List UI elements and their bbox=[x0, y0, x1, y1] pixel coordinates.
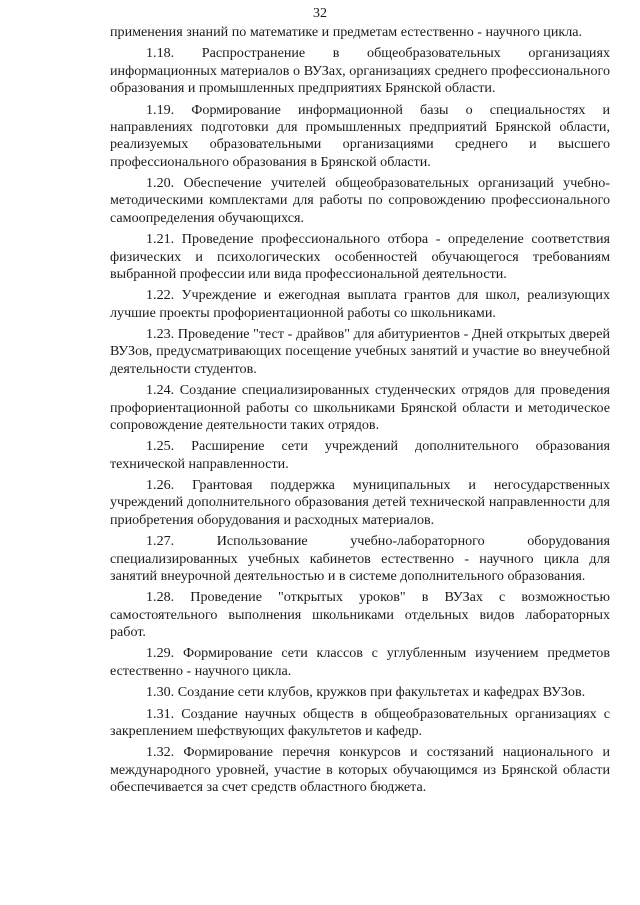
paragraph-continuation: применения знаний по математике и предметам естественно - научного цикла. bbox=[110, 24, 583, 40]
paragraph-1-20: 1.20. Обеспечение учителей общеобразовательных организаций учебно-методическими комплектами для работы по сопровождению профессионального самоопределения обучающихся. bbox=[110, 175, 610, 226]
paragraph-1-32: 1.32. Формирование перечня конкурсов и состязаний национального и международного уровней, участие в которых обучающимся из Брянской области обеспечивается за счет средств областного бюджета. bbox=[110, 744, 610, 796]
paragraph-1-25: 1.25. Расширение сети учреждений дополнительного образования технической направленности. bbox=[110, 438, 610, 472]
paragraph-1-31: 1.31. Создание научных обществ в общеобразовательных организациях с закреплением шефствующих факультетов и кафедр. bbox=[110, 705, 610, 740]
paragraph-1-21: 1.21. Проведение профессионального отбора - определение соответствия физических и психологических особенностей обучающегося требованиям выбранной профессии или вида профессиональной деятельности. bbox=[110, 231, 610, 282]
paragraph-1-24: 1.24. Создание специализированных студенческих отрядов для проведения профориентационной работы со школьниками Брянской области и методическое сопровождение деятельности таких отрядов. bbox=[110, 382, 610, 433]
paragraph-1-18: 1.18. Распространение в общеобразовательных организациях информационных материалов о ВУЗах, организациях среднего профессионального образования и промышленных предприятиях Брянской области. bbox=[110, 45, 610, 97]
paragraph-1-26: 1.26. Грантовая поддержка муниципальных и негосударственных учреждений дополнительного образования детей технической направленности для приобретения оборудования и расходных материалов. bbox=[110, 477, 610, 528]
paragraph-1-19: 1.19. Формирование информационной базы о специальностях и направлениях подготовки для промышленных предприятий Брянской области, реализуемых образовательными организациями среднего и высшего профессионального образования в Брянской области. bbox=[110, 101, 610, 170]
paragraph-1-23: 1.23. Проведение "тест - драйвов" для абитуриентов - Дней открытых дверей ВУЗов, предусматривающих посещение учебных занятий и участие во внеучебной деятельности студентов. bbox=[110, 326, 610, 377]
page-number: 32 bbox=[313, 6, 327, 21]
paragraph-1-22: 1.22. Учреждение и ежегодная выплата грантов для школ, реализующих лучшие проекты профориентационной работы со школьниками. bbox=[110, 287, 610, 321]
paragraph-1-29: 1.29. Формирование сети классов с углубленным изучением предметов естественно - научного цикла. bbox=[110, 645, 610, 679]
document-body bbox=[110, 24, 610, 801]
paragraph-1-27: 1.27. Использование учебно-лабораторного оборудования специализированных учебных кабинетов естественно - научного цикла для занятий внеурочной деятельностью и в системе дополнительного образования. bbox=[110, 533, 610, 584]
paragraph-1-30: 1.30. Создание сети клубов, кружков при факультетах и кафедрах ВУЗов. bbox=[146, 684, 586, 701]
paragraph-1-28: 1.28. Проведение "открытых уроков" в ВУЗах с возможностью самостоятельного выполнения школьниками отдельных видов лабораторных работ. bbox=[110, 589, 610, 641]
